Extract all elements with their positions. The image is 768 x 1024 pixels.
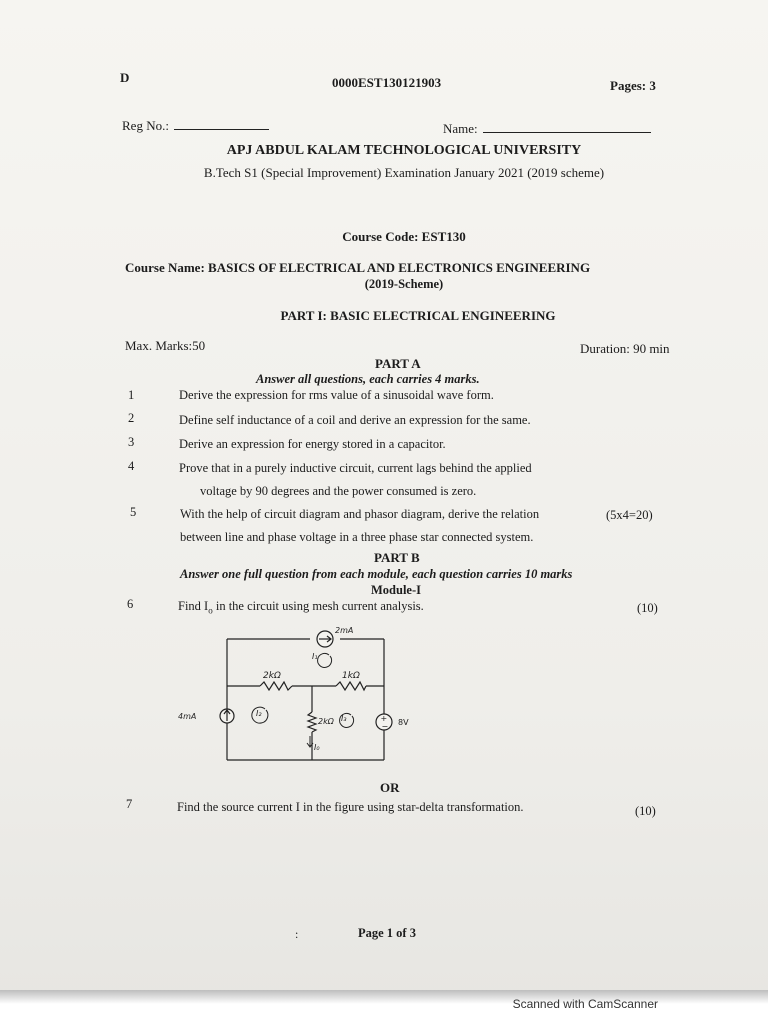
- question-text: Define self inductance of a coil and derive an expression for the same.: [179, 413, 531, 427]
- question-number: 5: [130, 505, 137, 519]
- label-r-right: 1kΩ: [342, 671, 360, 681]
- footer-colon: :: [295, 927, 299, 941]
- question-text-continued: between line and phase voltage in a three phase star connected system.: [180, 530, 534, 544]
- mesh-current-arrow: [318, 653, 332, 667]
- module-title: Module-I: [371, 583, 421, 597]
- page-count: Pages: 3: [610, 78, 656, 93]
- page-number: Page 1 of 3: [358, 926, 416, 940]
- label-i1: I₁: [312, 652, 318, 661]
- label-r-left: 2kΩ: [263, 671, 281, 681]
- minus-sign: −: [381, 722, 389, 731]
- or-separator: OR: [380, 780, 400, 795]
- name-line: [483, 132, 651, 133]
- resistor-2k-middle: [308, 712, 316, 732]
- exam-title: B.Tech S1 (Special Improvement) Examination January 2021 (2019 scheme): [203, 165, 605, 180]
- duration: Duration: 90 min: [580, 341, 670, 356]
- mesh-circuit-diagram: [170, 620, 420, 770]
- label-8V: 8V: [398, 718, 409, 727]
- part-b-instruction: Answer one full question from each module, each question carries 10 marks: [180, 567, 573, 581]
- plus-sign: +: [380, 714, 388, 723]
- max-marks: Max. Marks:50: [125, 338, 206, 353]
- question-text: With the help of circuit diagram and phasor diagram, derive the relation: [180, 507, 540, 521]
- reg-no-line: [174, 129, 269, 130]
- question-text: Find $I_o$ in the circuit using mesh current analysis.: [178, 599, 424, 616]
- name-label: Name:: [443, 121, 651, 137]
- question-number: 2: [128, 411, 135, 425]
- resistor-1k: [336, 682, 366, 690]
- series-code: D: [120, 70, 130, 85]
- label-4mA: 4mA: [178, 712, 197, 721]
- part-title: PART I: BASIC ELECTRICAL ENGINEERING: [280, 308, 556, 323]
- label-i3: I₃: [341, 714, 347, 723]
- part-a-title: PART A: [375, 356, 421, 371]
- course-code: Course Code: EST130: [342, 229, 466, 244]
- question-text: Prove that in a purely inductive circuit, current lags behind the applied: [179, 461, 532, 475]
- course-name: Course Name: BASICS OF ELECTRICAL AND ELECTRONICS ENGINEERING: [125, 260, 591, 275]
- camscanner-watermark: Scanned with CamScanner: [512, 997, 658, 1011]
- question-marks: (5x4=20): [606, 508, 653, 522]
- part-a-instruction: Answer all questions, each carries 4 marks.: [256, 372, 480, 386]
- question-marks: (10): [635, 804, 656, 818]
- label-i2: I₂: [256, 709, 262, 718]
- question-number: 7: [126, 797, 133, 811]
- paper-code: 0000EST130121903: [332, 75, 442, 90]
- label-io: I₀: [314, 743, 320, 752]
- question-text-continued: voltage by 90 degrees and the power consumed is zero.: [200, 484, 477, 498]
- resistor-2k-left: [260, 682, 292, 690]
- university-name: APJ ABDUL KALAM TECHNOLOGICAL UNIVERSITY: [226, 143, 582, 158]
- scheme: (2019-Scheme): [364, 277, 444, 291]
- part-b-title: PART B: [374, 550, 420, 565]
- question-text: Derive the expression for rms value of a sinusoidal wave form.: [179, 388, 494, 402]
- question-number: 1: [128, 388, 135, 402]
- question-number: 6: [127, 597, 134, 611]
- question-number: 3: [128, 435, 135, 449]
- question-text: Find the source current I in the figure using star-delta transformation.: [177, 800, 524, 814]
- label-2mA: 2mA: [335, 626, 354, 635]
- reg-no-label: Reg No.:: [122, 118, 269, 134]
- question-marks: (10): [637, 601, 658, 615]
- question-text: Derive an expression for energy stored in a capacitor.: [179, 437, 446, 451]
- label-r-middle: 2kΩ: [318, 717, 334, 726]
- question-number: 4: [128, 459, 135, 473]
